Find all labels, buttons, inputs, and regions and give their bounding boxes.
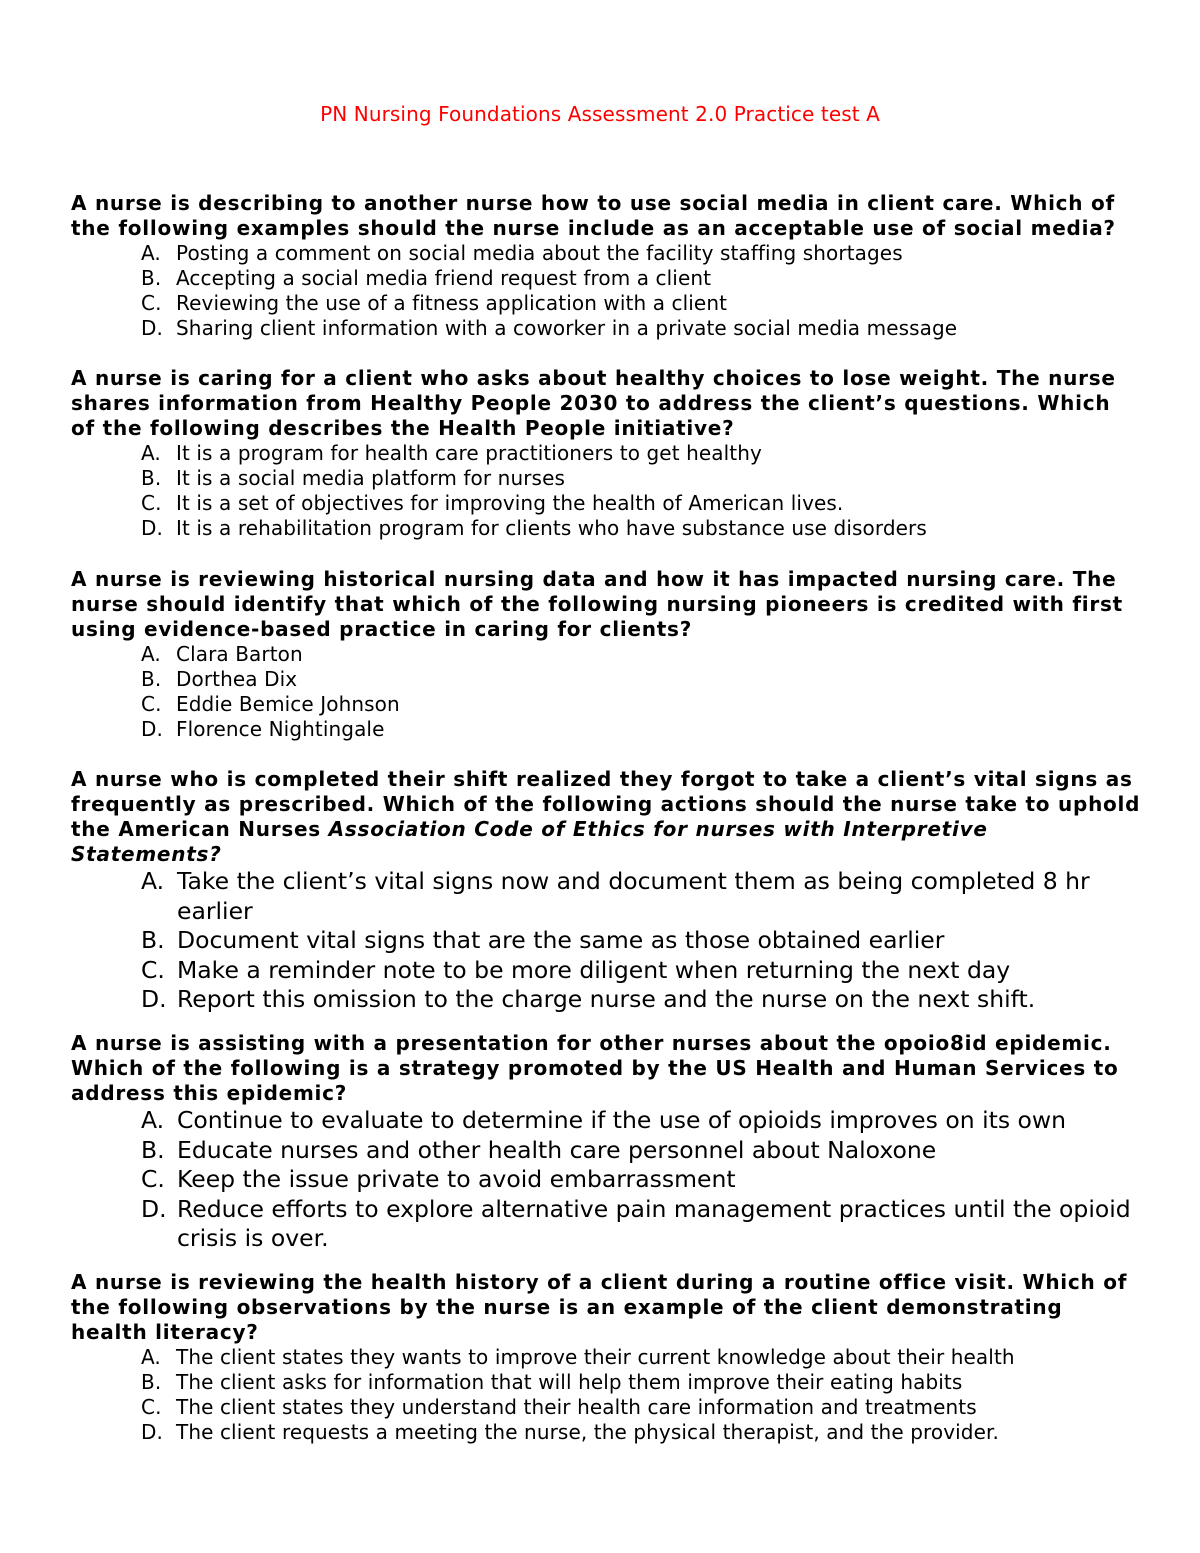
answer-option-b: [71, 926, 1141, 956]
option-letter: A.: [141, 867, 165, 895]
answer-option-b: [71, 1136, 1141, 1166]
option-letter: C.: [141, 1165, 165, 1193]
answer-option-a: [71, 1345, 1141, 1370]
answer-options: [71, 867, 1141, 1015]
option-letter: C.: [141, 291, 162, 315]
option-letter: D.: [141, 985, 167, 1013]
option-text: Continue to evaluate to determine if the use of opioids improves on its own: [177, 1106, 1067, 1134]
answer-options: [71, 1106, 1141, 1254]
option-letter: C.: [141, 491, 162, 515]
answer-option-b: [71, 266, 1141, 291]
option-letter: D.: [141, 717, 163, 741]
answer-option-d: [71, 516, 1141, 541]
answer-option-b: [71, 667, 1141, 692]
question-stem: A nurse is reviewing historical nursing data and how it has impacted nursing care. The nurse should identify that which of the following nursing pioneers is credited with first using evidence-based practice in caring for clients?: [71, 567, 1123, 641]
option-text: Make a reminder note to be more diligent when returning the next day: [177, 955, 1011, 984]
option-letter: A.: [141, 1345, 161, 1369]
option-text: Posting a comment on social media about the facility staffing shortages: [176, 241, 903, 265]
option-text: Clara Barton: [176, 642, 303, 666]
option-letter: B.: [141, 1135, 165, 1164]
answer-options: [71, 1345, 1141, 1445]
option-text: Sharing client information with a coworker in a private social media message: [176, 316, 958, 340]
option-text: Reduce efforts to explore alternative pain management practices until the opioid crisis is over.: [177, 1194, 1131, 1252]
question-6: [71, 1270, 1141, 1445]
answer-option-b: [71, 1370, 1141, 1395]
question-stem: A nurse is reviewing the health history of a client during a routine office visit. Which of the following observations by the nurse is an example of the client demonstrating health literacy?: [71, 1270, 1128, 1344]
option-letter: D.: [141, 1194, 167, 1223]
option-letter: B.: [141, 266, 162, 290]
answer-option-b: [71, 466, 1141, 491]
option-letter: D.: [141, 1420, 163, 1444]
option-letter: C.: [141, 1395, 162, 1419]
answer-option-a: [71, 642, 1141, 667]
answer-options: [71, 441, 1141, 541]
answer-option-a: [71, 441, 1141, 466]
question-stem: A nurse is caring for a client who asks about healthy choices to lose weight. The nurse shares information from Healthy People 2030 to address the client’s questions. Which of the following describes the Health People initiative?: [71, 366, 1116, 440]
option-text: Educate nurses and other health care personnel about Naloxone: [177, 1135, 937, 1164]
answer-option-c: [71, 1395, 1141, 1420]
option-text: Accepting a social media friend request from a client: [176, 266, 712, 290]
option-letter: C.: [141, 955, 165, 984]
answer-option-c: [71, 291, 1141, 316]
option-text: Keep the issue private to avoid embarrassment: [177, 1165, 736, 1193]
question-4: [71, 767, 1141, 1015]
option-text: It is a set of objectives for improving the health of American lives.: [176, 491, 844, 515]
option-text: The client states they wants to improve their current knowledge about their health: [176, 1345, 1015, 1369]
option-letter: B.: [141, 1370, 162, 1394]
question-stem: A nurse is describing to another nurse how to use social media in client care. Which of the following examples should the nurse include as an acceptable use of social media?: [71, 191, 1116, 240]
question-stem: A nurse is assisting with a presentation for other nurses about the opoio8id epidemic. Which of the following is a strategy promoted by the US Health and Human Services to address this epidemic?: [71, 1031, 1119, 1105]
answer-option-d: [71, 1195, 1141, 1254]
option-text: Florence Nightingale: [176, 717, 385, 741]
option-text: Reviewing the use of a fitness application with a client: [176, 291, 728, 315]
answer-option-d: [71, 1420, 1141, 1445]
option-letter: A.: [141, 441, 161, 465]
answer-option-d: [71, 316, 1141, 341]
option-letter: A.: [141, 642, 161, 666]
option-text: The client asks for information that will help them improve their eating habits: [176, 1370, 963, 1394]
answer-option-d: [71, 985, 1141, 1015]
answer-option-a: [71, 1106, 1141, 1136]
option-letter: A.: [141, 241, 161, 265]
option-text: Report this omission to the charge nurse and the nurse on the next shift.: [177, 985, 1036, 1013]
question-2: [71, 366, 1141, 541]
option-letter: A.: [141, 1106, 165, 1134]
answer-options: [71, 241, 1141, 341]
option-letter: B.: [141, 926, 165, 954]
question-stem-italic: Association Code of Ethics for nurses with Interpretive Statements?: [71, 817, 988, 866]
option-text: Eddie Bemice Johnson: [176, 692, 400, 716]
document-title: PN Nursing Foundations Assessment 2.0 Practice test A: [320, 102, 880, 126]
question-5: [71, 1031, 1141, 1254]
option-text: The client requests a meeting the nurse, the physical therapist, and the provider.: [176, 1420, 999, 1444]
option-text: It is a program for health care practitioners to get healthy: [176, 441, 762, 465]
answer-option-a: [71, 867, 1141, 926]
option-letter: C.: [141, 692, 162, 716]
option-letter: B.: [141, 466, 162, 490]
answer-option-a: [71, 241, 1141, 266]
answer-option-c: [71, 491, 1141, 516]
option-letter: D.: [141, 516, 163, 540]
question-stem: [71, 767, 1141, 867]
answer-option-c: [71, 692, 1141, 717]
option-text: Take the client’s vital signs now and document them as being completed 8 hr earlier: [177, 867, 1090, 925]
answer-option-d: [71, 717, 1141, 742]
answer-options: [71, 642, 1141, 742]
option-letter: D.: [141, 316, 163, 340]
option-text: Document vital signs that are the same as those obtained earlier: [177, 926, 945, 954]
question-3: [71, 567, 1141, 742]
answer-option-c: [71, 1165, 1141, 1195]
option-text: It is a rehabilitation program for clients who have substance use disorders: [176, 516, 927, 540]
option-text: It is a social media platform for nurses: [176, 466, 565, 490]
question-stem-text: A nurse who is completed their shift realized they forgot to take a client’s vital signs as frequently as prescribed. Which of the following actions should the nurse take to uphold the American Nurses: [71, 767, 1141, 841]
option-text: The client states they understand their health care information and treatments: [176, 1395, 977, 1419]
option-text: Dorthea Dix: [176, 667, 298, 691]
question-1: [71, 191, 1141, 341]
option-letter: B.: [141, 667, 162, 691]
answer-option-c: [71, 956, 1141, 986]
